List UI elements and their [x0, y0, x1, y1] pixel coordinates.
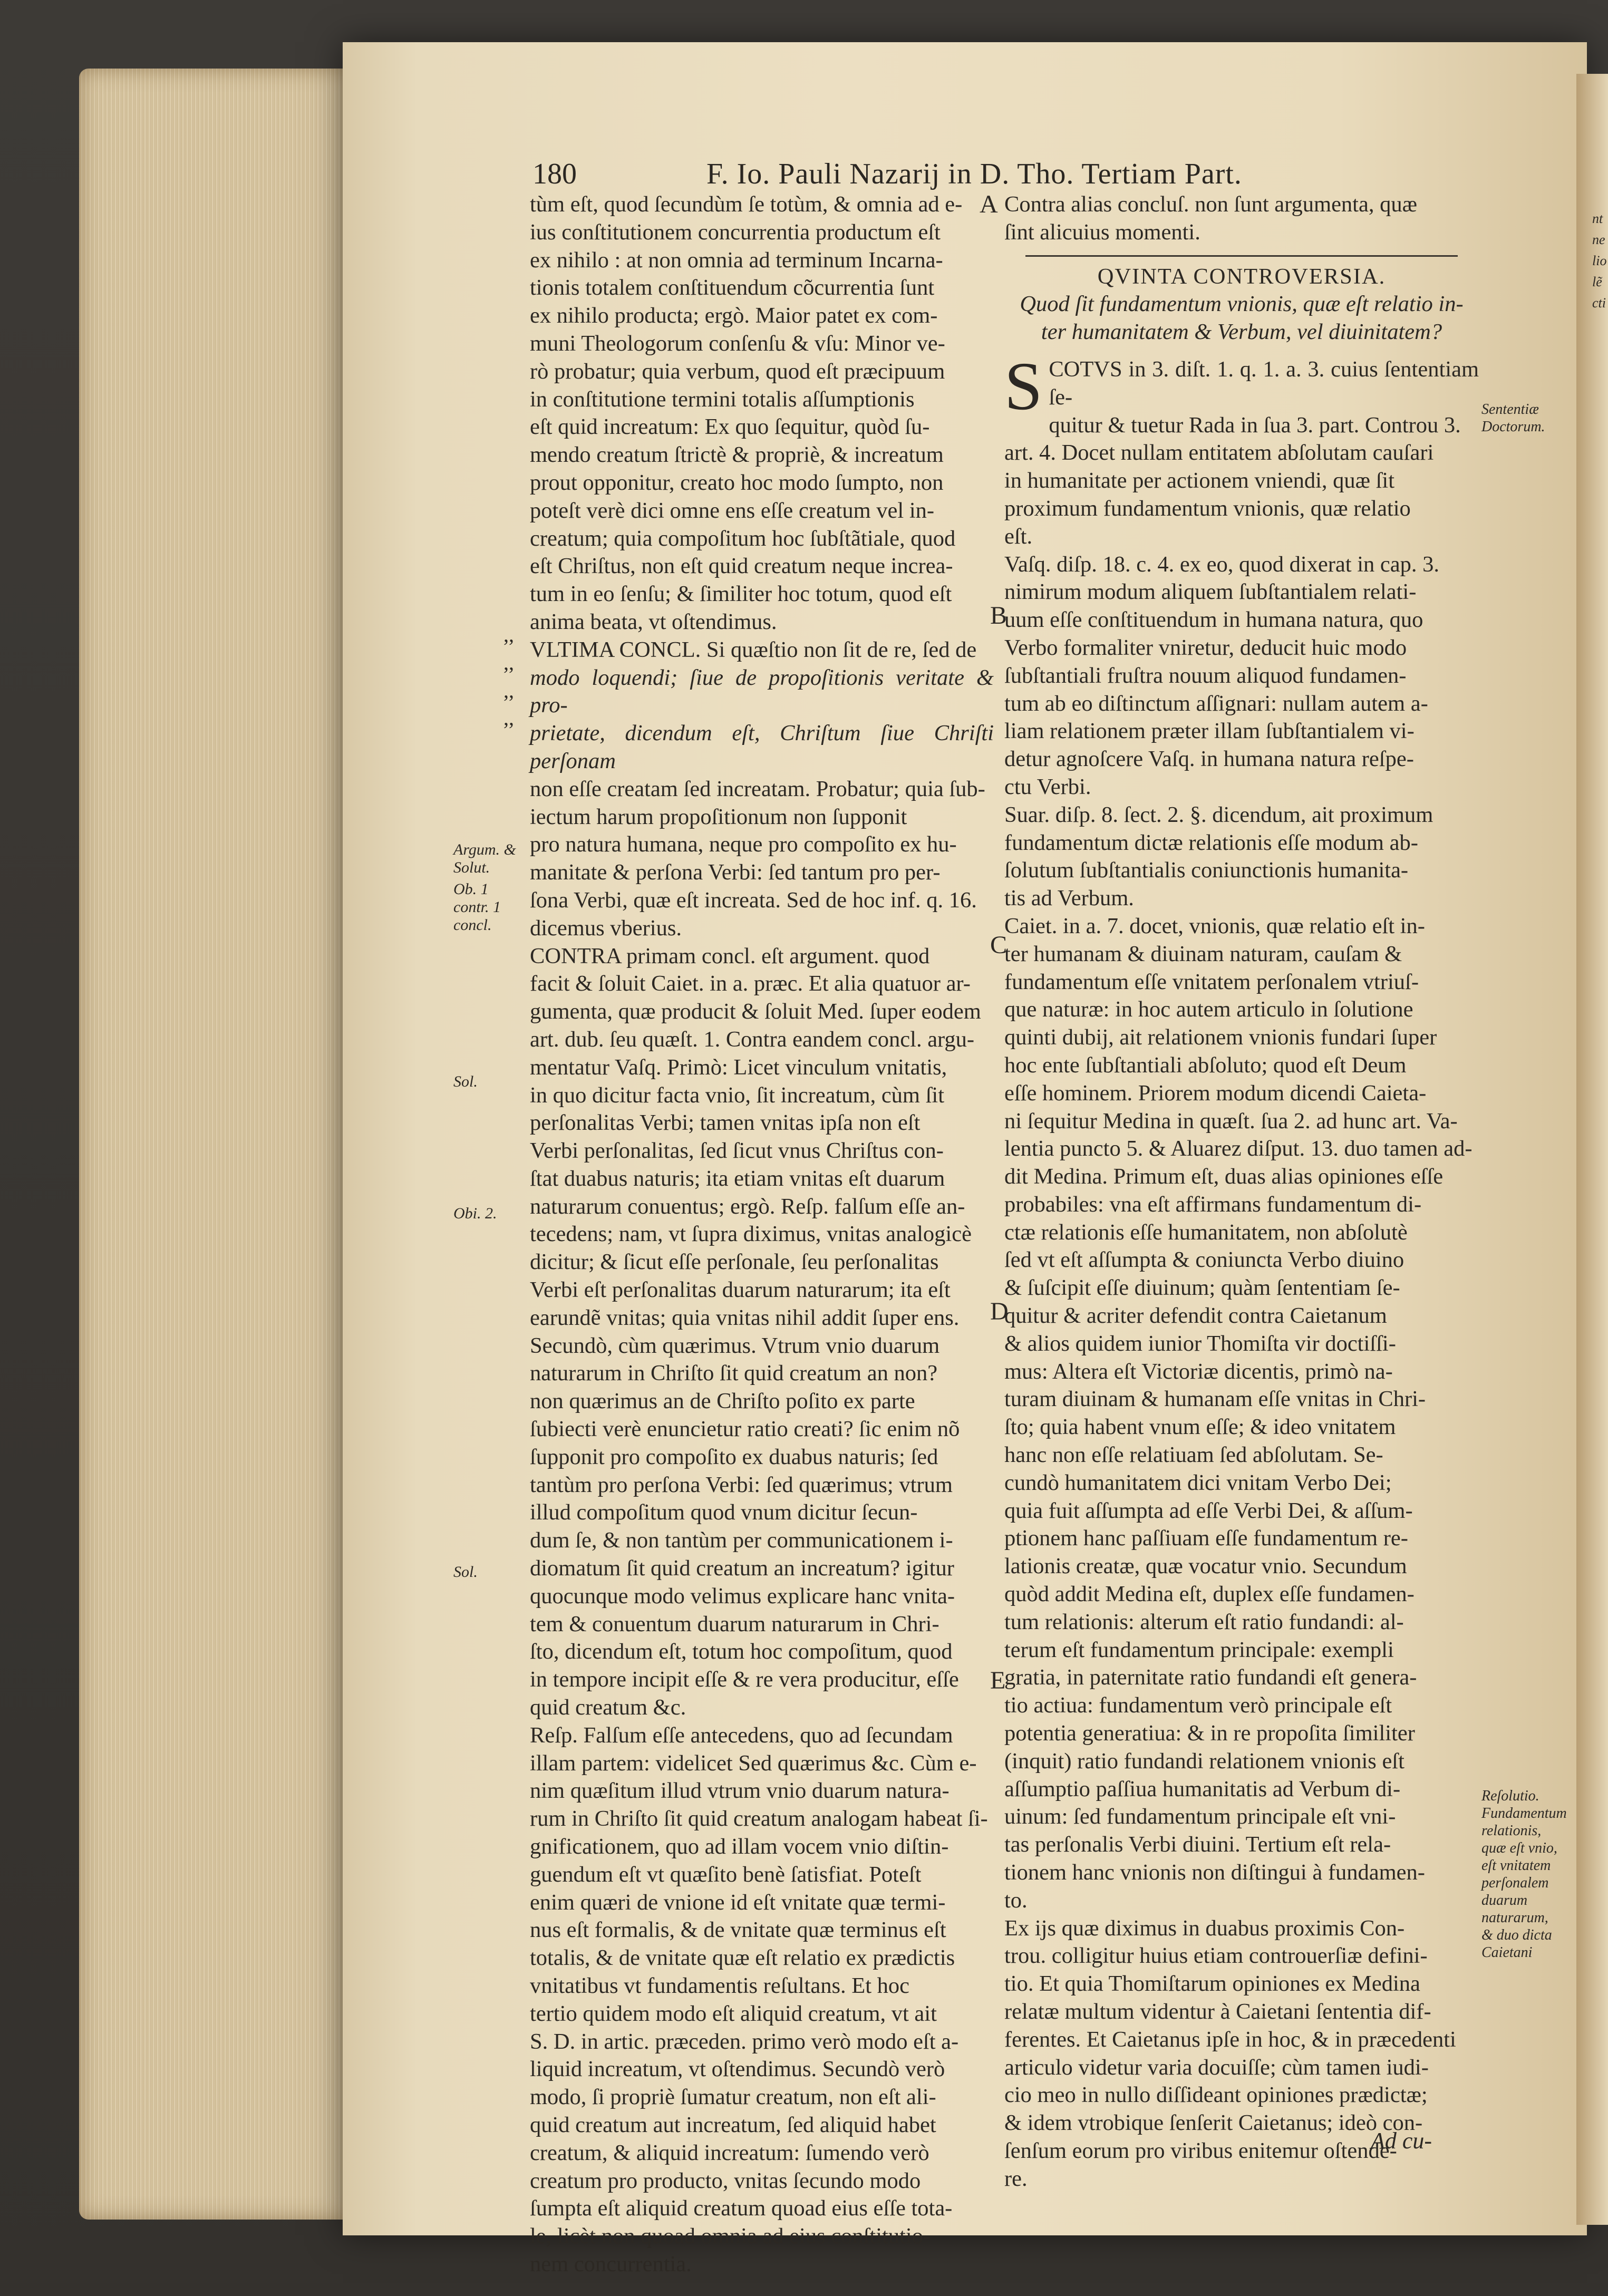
text-line: dicitur; & ſicut eſſe perſonale, ſeu perſonalitas — [530, 1249, 939, 1275]
page-header — [532, 157, 1397, 194]
text-line: & alios quidem iunior Thomiſta vir doctiſſi- — [1004, 1331, 1396, 1356]
running-title: F. Io. Pauli Nazarij in D. Tho. Tertiam Part. — [706, 158, 1242, 190]
text-line: VLTIMA CONCL. Si quæſtio non ſit de re, ſed de — [530, 637, 977, 662]
text-line: cio meo in nullo diſſideant opiniones prædictæ; — [1004, 2082, 1428, 2108]
text-line: gnificationem, quo ad illam vocem vnio diſtin- — [530, 1834, 949, 1859]
text-line: naturarum conuentus; ergò. Reſp. falſum eſſe an- — [530, 1194, 965, 1219]
text-line: ſenſum eorum pro viribus enitemur oſtende- — [1004, 2138, 1397, 2163]
text-line: prout opponitur, creato hoc modo ſumpto, non — [530, 470, 944, 495]
text-line: S. D. in artic. præceden. primo verò modo eſt a- — [530, 2029, 959, 2054]
text-line: aſſumptio paſſiua humanitatis ad Verbum di- — [1004, 1776, 1401, 1801]
spacer — [1004, 346, 1479, 356]
text-line: earundẽ vnitas; quia vnitas nihil addit ſuper ens. — [530, 1305, 960, 1330]
text-line: tum relationis: alterum eſt ratio fundandi: al- — [1004, 1609, 1404, 1634]
quote-mark: ,, — [503, 623, 514, 646]
text-line: diomatum ſit quid creatum an increatum? igitur — [530, 1556, 954, 1581]
text-line: Contra alias concluſ. non ſunt argumenta, quæ — [1004, 192, 1417, 217]
section-letter: B — [990, 602, 1008, 629]
text-line: liam relationem præter illam ſubſtantialem vi- — [1004, 719, 1415, 744]
section-letter: A — [980, 190, 998, 218]
text-line: art. 4. Docet nullam entitatem abſolutam cauſari — [1004, 440, 1434, 466]
text-line: guendum eſt vt quæſito benè ſatisfiat. Poteſt — [530, 1862, 922, 1887]
text-line: ni ſequitur Medina in quæſt. ſua 2. ad hunc art. Va- — [1004, 1108, 1458, 1134]
text-line: in conſtitutione termini totalis aſſumptionis — [530, 386, 915, 412]
text-line: Verbo formaliter vniretur, deducit huic modo — [1004, 635, 1407, 660]
text-line: tecedens; nam, vt ſupra diximus, vnitas analogicè — [530, 1222, 972, 1247]
text-line: le, licèt non quoad omnia ad eius conſtitutio- — [530, 2224, 931, 2249]
text-line: facit & ſoluit Caiet. in a. præc. Et alia quatuor ar- — [530, 971, 971, 996]
text-line: Ex ijs quæ diximus in duabus proximis Con- — [1004, 1915, 1405, 1941]
margin-note: Ob. 1 contr. 1 concl. — [453, 880, 501, 934]
text-line: ſint alicuius momenti. — [1004, 219, 1200, 245]
margin-note: Obi. 2. — [453, 1205, 497, 1222]
text-line: creatum, & aliquid increatum: ſumendo verò — [530, 2140, 929, 2165]
text-line: ſed vt eſt aſſumpta & coniuncta Verbo diuino — [1004, 1247, 1404, 1273]
facing-page-fragment: nt — [1592, 211, 1603, 226]
text-line: in tempore incipit eſſe & re vera producitur, eſſe — [530, 1667, 959, 1692]
margin-note: Sententiæ Doctorum. — [1481, 401, 1545, 435]
text-line: nim quæſitum illud vtrum vnio duarum natura- — [530, 1778, 950, 1804]
text-line: tionis totalem conſtituendum cõcurrentia ſunt — [530, 275, 935, 301]
text-line: uinum: ſed fundamentum principale eſt vni- — [1004, 1804, 1396, 1829]
text-line: ex nihilo producta; ergò. Maior patet ex com- — [530, 303, 938, 328]
text-line: iectum harum propoſitionum non ſupponit — [530, 804, 907, 829]
text-line: lentia puncto 5. & Aluarez diſput. 13. duo tamen ad- — [1004, 1136, 1473, 1161]
text-line: ſtat duabus naturis; ita etiam vnitas eſt duarum — [530, 1166, 945, 1191]
text-line: tem & conuentum duarum naturarum in Chri- — [530, 1611, 939, 1636]
text-line: gratia, in paternitate ratio fundandi eſt genera- — [1004, 1665, 1417, 1690]
text-line: creatum pro producto, vnitas ſecundo modo — [530, 2168, 921, 2193]
text-line: ter humanam & diuinam naturam, cauſam & — [1004, 941, 1402, 966]
text-line: tum in eo ſenſu; & ſimiliter hoc totum, quod eſt — [530, 582, 952, 607]
text-line: hoc ente ſubſtantiali abſoluto; quod eſt Deum — [1004, 1052, 1407, 1078]
text-line: in quo dicitur facta vnio, ſit increatum, cùm ſit — [530, 1082, 945, 1108]
text-line: Verbi perſonalitas, ſed ſicut vnus Chriſtus con- — [530, 1138, 944, 1164]
facing-page-fragment: ne — [1592, 232, 1605, 247]
text-line: in humanitate per actionem vniendi, quæ ſit — [1004, 468, 1395, 493]
text-line: mendo creatum ſtrictè & propriè, & increatum — [530, 442, 944, 468]
text-line: articulo videtur varia docuiſſe; cùm tamen iudi- — [1004, 2055, 1429, 2080]
text-line: ius conſtitutionem concurrentia productum eſt — [530, 219, 941, 245]
margin-note: Argum. & Solut. — [453, 841, 516, 876]
text-line: Verbi eſt perſonalitas duarum naturarum; ita eſt — [530, 1277, 951, 1303]
text-line: re. — [1004, 2166, 1028, 2191]
quote-mark: ,, — [503, 678, 514, 702]
text-line: CONTRA primam concl. eſt argument. quod — [530, 943, 930, 968]
text-line: illam partem: videlicet Sed quærimus &c. Cùm e- — [530, 1750, 977, 1776]
text-line: ptionem hanc paſſiuam eſſe fundamentum re- — [1004, 1526, 1408, 1551]
left-column — [530, 191, 994, 2276]
text-line: ſumpta eſt aliquid creatum quoad eius eſſe tota- — [530, 2196, 953, 2221]
text-line: ſubiecti verè enuncietur ratio creati? ſic enim nõ — [530, 1417, 960, 1442]
text-line: mus: Altera eſt Victoriæ dicentis, primò na- — [1004, 1359, 1393, 1384]
margin-note: Sol. — [453, 1073, 478, 1090]
text-line: muni Theologorum conſenſu & vſu: Minor ve- — [530, 331, 945, 356]
text-line: ſolutum ſubſtantialis coniunctionis humanita- — [1004, 858, 1409, 883]
text-line: anima beata, vt oſtendimus. — [530, 609, 777, 634]
text-line: nem concurrentia. — [530, 2251, 692, 2276]
section-letter: C — [990, 931, 1008, 959]
text-line: quòd addit Medina eſt, duplex eſſe fundamen- — [1004, 1582, 1415, 1607]
text-line: mentatur Vaſq. Primò: Licet vinculum vnitatis, — [530, 1054, 947, 1080]
text-line: Reſp. Falſum eſſe antecedens, quo ad ſecundam — [530, 1722, 953, 1748]
text-line: rum in Chriſto ſit quid creatum analogam habeat ſi- — [530, 1806, 988, 1832]
drop-cap: S — [1004, 348, 1043, 424]
text-line: (inquit) ratio fundandi relationem vnionis eſt — [1004, 1748, 1404, 1774]
margin-note: Reſolutio. Fundamentum relationis, quæ eſt vnio, eſt vnitatem perſonalem duarum naturarum, & duo dicta Caietani — [1481, 1788, 1567, 1961]
text-line: ferentes. Et Caietanus ipſe in hoc, & in præcedenti — [1004, 2027, 1456, 2052]
quote-mark: ,, — [503, 706, 514, 730]
text-line: & idem vtrobique ſenſerit Caietanus; ideò con- — [1004, 2110, 1423, 2136]
text-line: quinti dubij, ait relationem vnionis fundari ſuper — [1004, 1025, 1437, 1050]
facing-page-fragment: lẽ — [1592, 274, 1602, 289]
text-line: lationis creatæ, quæ vocatur vnio. Secundum — [1004, 1554, 1407, 1579]
text-line: perſonalitas Verbi; tamen vnitas ipſa non eſt — [530, 1110, 921, 1136]
text-line: que naturæ: in hoc autem articulo in ſolutione — [1004, 997, 1413, 1022]
text-line: eſt Chriſtus, non eſt quid creatum neque increa- — [530, 554, 953, 579]
text-line: hanc non eſſe relatiuam ſed abſolutam. Se- — [1004, 1442, 1383, 1468]
facing-page-fragment: cti — [1592, 295, 1606, 311]
text-line: quocunque modo velimus explicare hanc vnita- — [530, 1583, 955, 1609]
facing-page-edge — [1576, 74, 1608, 2225]
text-line: enim quæri de vnione id eſt vnitate quæ termi- — [530, 1890, 946, 1915]
book-page-edges — [79, 69, 348, 2220]
text-line: quitur & tuetur Rada in ſua 3. part. Controu 3. — [1049, 412, 1461, 438]
section-divider — [1025, 255, 1458, 257]
text-line: Secundò, cùm quærimus. Vtrum vnio duarum — [530, 1333, 940, 1358]
quote-mark: ,, — [503, 650, 514, 674]
text-line: tio. Et quia Thomiſtarum opiniones ex Medina — [1004, 1971, 1420, 1997]
text-line: quid creatum aut increatum, ſed aliquid habet — [530, 2112, 936, 2137]
text-line: fundamentum eſſe vnitatem perſonalem vtriuſ- — [1004, 969, 1419, 994]
text-line: ſubſtantiali fruſtra nouum aliquod fundamen- — [1004, 663, 1407, 688]
text-line: fundamentum dictæ relationis eſſe modum ab- — [1004, 830, 1418, 855]
text-line: prietate, dicendum eſt, Chriſtum ſiue Chriſti perſonam — [530, 721, 994, 773]
text-line: terum eſt fundamentum principale: exempli — [1004, 1637, 1394, 1662]
catchword: Ad cu- — [1371, 2128, 1432, 2154]
text-line: quitur & acriter defendit contra Caietanum — [1004, 1303, 1387, 1329]
text-line: COTVS in 3. diſt. 1. q. 1. a. 3. cuius ſententiam ſe- — [1049, 356, 1479, 410]
text-line: tas perſonalis Verbi diuini. Tertium eſt rela- — [1004, 1832, 1391, 1857]
quote-marks — [503, 621, 525, 732]
text-line: tertio quidem modo eſt aliquid creatum, vt ait — [530, 2001, 937, 2026]
text-line: art. dub. ſeu quæſt. 1. Contra eandem concl. argu- — [530, 1026, 975, 1052]
text-line: ctæ relationis eſſe humanitatem, non abſolutè — [1004, 1219, 1408, 1245]
text-line: eſſe hominem. Priorem modum dicendi Caieta- — [1004, 1080, 1427, 1106]
text-line: tantùm pro perſona Verbi: ſed quærimus; vtrum — [530, 1472, 953, 1497]
text-line: tis ad Verbum. — [1004, 886, 1134, 911]
text-line: non quærimus an de Chriſto poſito ex parte — [530, 1389, 915, 1414]
text-line: turam diuinam & humanam eſſe vnitas in Chri- — [1004, 1387, 1426, 1412]
text-line: Suar. diſp. 8. ſect. 2. §. dicendum, ait proximum — [1004, 802, 1433, 827]
text-line: pro natura humana, neque pro compoſito ex hu- — [530, 832, 957, 857]
text-line: tùm eſt, quod ſecundùm ſe totùm, & omnia ad e- — [530, 192, 963, 217]
text-line: creatum; quia compoſitum hoc ſubſtãtiale, quod — [530, 526, 956, 551]
text-line: ſona Verbi, quæ eſt increata. Sed de hoc inf. q. 16. — [530, 887, 977, 913]
text-line: modo loquendi; ſiue de propoſitionis veritate & pro- — [530, 665, 994, 718]
text-line: rò probatur; quia verbum, quod eſt præcipuum — [530, 359, 945, 384]
text-line: tio actiua: fundamentum verò principale eſt — [1004, 1693, 1392, 1718]
margin-note: Sol. — [453, 1563, 478, 1581]
text-line: quid creatum &c. — [530, 1695, 686, 1720]
text-line: gumenta, quæ producit & ſoluit Med. ſuper eodem — [530, 999, 981, 1024]
text-line: to. — [1004, 1887, 1028, 1913]
text-line: Caiet. in a. 7. docet, vnionis, quæ relatio eſt in- — [1004, 913, 1425, 938]
text-line: tionem hanc vnionis non diſtingui à fundamen- — [1004, 1860, 1425, 1885]
text-line: nus eſt formalis, & de vnitate quæ terminus eſt — [530, 1917, 946, 1943]
text-line: & ſuſcipit eſſe diuinum; quàm ſententiam ſe- — [1004, 1275, 1400, 1301]
text-line: uum eſſe conſtituendum in humana natura, quo — [1004, 607, 1423, 633]
facing-page-fragment: lio — [1592, 253, 1607, 268]
controversy-title: QVINTA CONTROVERSIA. — [1097, 264, 1386, 289]
controversy-question-line: ter humanitatem & Verbum, vel diuinitatem? — [1041, 319, 1442, 345]
text-line: modo, ſi propriè ſumatur creatum, non eſt ali- — [530, 2085, 936, 2110]
text-line: illud compoſitum quod vnum dicitur ſecun- — [530, 1500, 918, 1525]
text-line: eſt. — [1004, 524, 1033, 549]
text-line: poteſt verè dici omne ens eſſe creatum vel in- — [530, 498, 935, 523]
controversy-question-line: Quod ſit fundamentum vnionis, quæ eſt relatio in- — [1020, 292, 1464, 317]
text-line: relatæ multum videntur à Caietani ſententia dif- — [1004, 1999, 1431, 2024]
text-line: liquid increatum, vt oſtendimus. Secundò verò — [530, 2057, 945, 2082]
text-line: ſto, dicendum eſt, totum hoc compoſitum, quod — [530, 1639, 953, 1664]
text-line: dit Medina. Primum eſt, duas alias opiniones eſſe — [1004, 1164, 1444, 1189]
text-line: ex nihilo : at non omnia ad terminum Incarna- — [530, 247, 943, 273]
text-line: nimirum modum aliquem ſubſtantialem relati- — [1004, 579, 1417, 605]
text-line: dum ſe, & non tantùm per communicationem i- — [530, 1528, 953, 1553]
text-line: cundò humanitatem dici vnitam Verbo Dei; — [1004, 1470, 1392, 1495]
text-line: eſt quid increatum: Ex quo ſequitur, quòd ſu- — [530, 414, 930, 440]
page-number: 180 — [532, 158, 577, 190]
text-line: detur agnoſcere Vaſq. in humana natura reſpe- — [1004, 747, 1414, 772]
text-line: vnitatibus vt fundamentis reſultans. Et hoc — [530, 1973, 910, 1998]
text-line: ctu Verbi. — [1004, 774, 1091, 799]
text-line: dicemus vberius. — [530, 915, 682, 941]
section-letter: E — [990, 1667, 1006, 1694]
text-line: non eſſe creatam ſed increatam. Probatur; quia ſub- — [530, 776, 985, 801]
section-letter: D — [990, 1297, 1009, 1325]
text-line: proximum fundamentum vnionis, quæ relatio — [1004, 496, 1411, 521]
text-line: ſto; quia habent vnum eſſe; & ideo vnitatem — [1004, 1415, 1396, 1440]
text-line: trou. colligitur huius etiam controuerſiæ defini- — [1004, 1943, 1428, 1969]
text-line: probabiles: vna eſt affirmans fundamentum di- — [1004, 1191, 1422, 1217]
text-line: manitate & perſona Verbi: ſed tantum pro per- — [530, 860, 941, 885]
text-line: ſupponit pro compoſito ex duabus naturis; ſed — [530, 1444, 938, 1469]
text-line: Vaſq. diſp. 18. c. 4. ex eo, quod dixerat in cap. 3. — [1004, 551, 1440, 577]
text-line: potentia generatiua: & in re propoſita ſimiliter — [1004, 1721, 1415, 1746]
text-line: quia fuit aſſumpta ad eſſe Verbi Dei, & aſſum- — [1004, 1498, 1413, 1523]
text-line: totalis, & de vnitate quæ eſt relatio ex prædictis — [530, 1945, 955, 1971]
text-line: tum ab eo diſtinctum aſſignari: nullam autem a- — [1004, 691, 1428, 716]
text-line: naturarum in Chriſto ſit quid creatum an non? — [530, 1361, 938, 1386]
